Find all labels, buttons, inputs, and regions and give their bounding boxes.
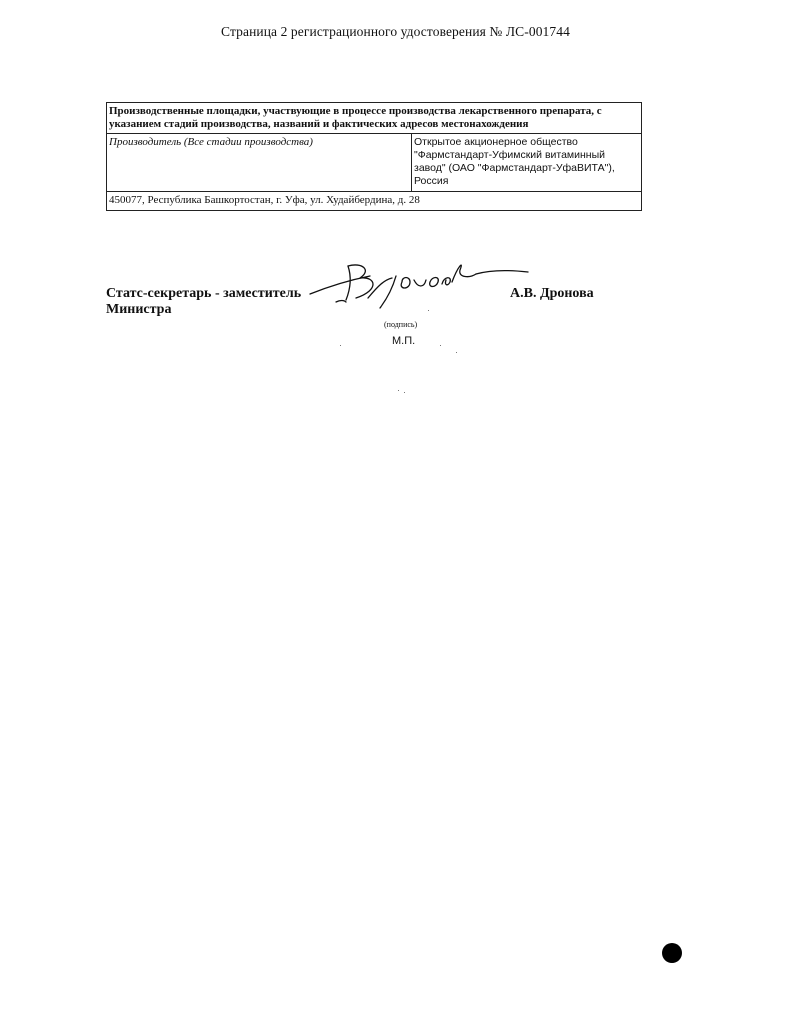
table-row (107, 192, 642, 211)
page-header-title: Страница 2 регистрационного удостоверения № ЛС-001744 (221, 24, 570, 39)
signatory-name: А.В. Дронова (510, 286, 594, 301)
scan-speck (440, 345, 441, 346)
seal-label: М.П. (392, 335, 416, 347)
manufacturer-role-cell: Производитель (Все стадии производства) (107, 134, 412, 192)
scan-speck (428, 310, 429, 311)
scan-speck (398, 390, 399, 391)
scan-speck (404, 392, 405, 393)
table-header-row (107, 103, 642, 134)
organization-cell: Открытое акционерное общество "Фармстандарт-Уфимский витаминный завод" (ОАО "Фармстандарт-УфаВИТА"), Россия (412, 134, 642, 192)
table-row (107, 134, 642, 192)
signatory-position-text: Статс-секретарь - заместитель Министра (106, 286, 302, 317)
signatory-position (106, 286, 316, 318)
scan-speck (456, 352, 457, 353)
table-heading-cell: Производственные площадки, участвующие в процессе производства лекарственного препарата, с указанием стадий производства, названий и фактических адресов местонахождения (107, 103, 642, 134)
address-cell: 450077, Республика Башкортостан, г. Уфа, ул. Худайбердина, д. 28 (107, 192, 642, 211)
signature-caption: (подпись) (384, 320, 418, 329)
scan-speck (340, 345, 341, 346)
production-sites-table (106, 102, 642, 211)
handwritten-signature-image (300, 256, 540, 316)
punch-hole-mark (662, 943, 682, 963)
